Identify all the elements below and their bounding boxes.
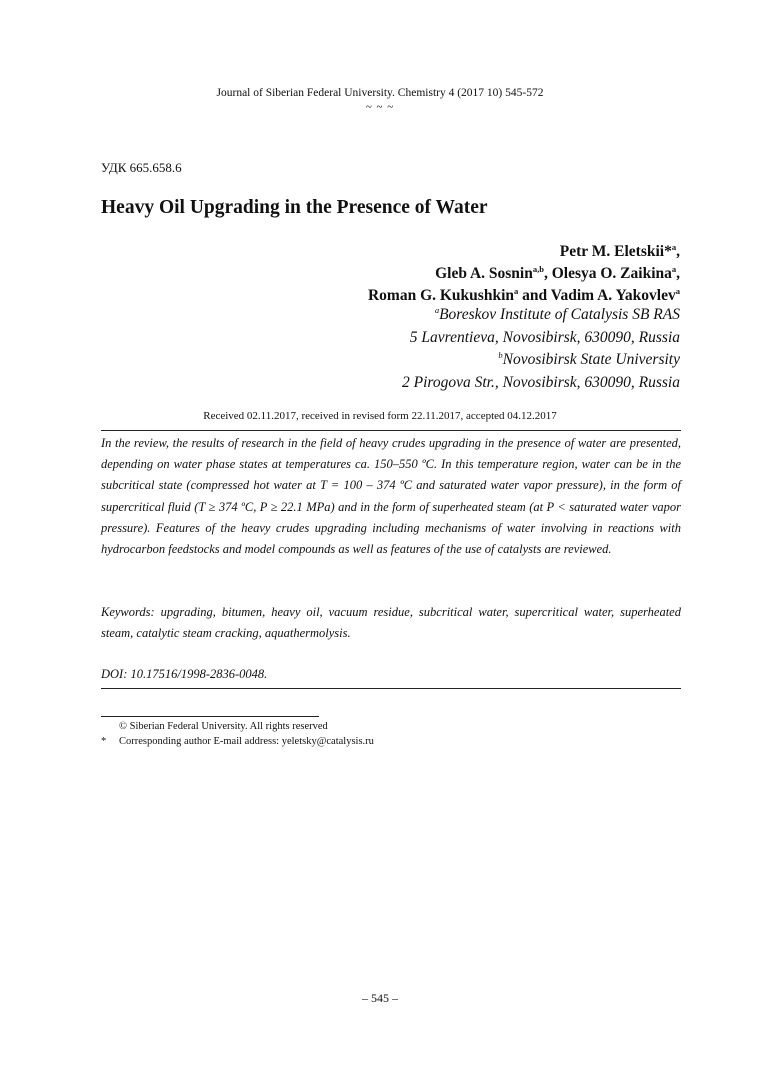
author-name: Gleb A. Sosnin (435, 265, 533, 282)
affiliation-text: 2 Pirogova Str., Novosibirsk, 630090, Russia (401, 373, 680, 391)
abstract-top-rule (101, 430, 681, 431)
author-line (368, 263, 680, 285)
author-affil-mark: a (675, 286, 680, 296)
author-affil-mark: a,b (532, 264, 544, 274)
author-line (368, 241, 680, 263)
doi: DOI: 10.17516/1998-2836-0048. (101, 667, 268, 681)
keywords: Keywords: upgrading, bitumen, heavy oil, vacuum residue, subcritical water, supercritical water, superheated steam, catalytic steam cracking, aquathermolysis. (101, 605, 681, 641)
affiliation-mark: a (434, 305, 440, 315)
footnote-separator (101, 716, 319, 717)
abstract-bottom-rule (101, 688, 681, 689)
affiliation-text: 5 Lavrentieva, Novosibirsk, 630090, Russia (409, 328, 680, 346)
udk-code: УДК 665.658.6 (101, 160, 182, 175)
footnote (101, 734, 374, 749)
author-separator: , (676, 265, 680, 282)
author-affil-mark: a (671, 264, 677, 274)
author-name: Petr M. Eletskii* (559, 243, 672, 260)
article-title: Heavy Oil Upgrading in the Presence of Water (101, 197, 488, 218)
abstract: In the review, the results of research in the field of heavy crudes upgrading in the presence of water are presented, depending on water phase states at temperatures ca. 150–550 ºC. In this temperature region, water can be in the subcritical state (compressed hot water at T = 100 – 374 ºC and saturated water vapor pressure), in the form of supercritical fluid (T ≥ 374 ºC, P ≥ 22.1 MPa) and in the form of superheated steam (at P < saturated water vapor pressure). Features of the heavy crudes upgrading including mechanisms of water involving in reactions with hydrocarbon feedstocks and model compounds as well as features of the use of catalysts are reviewed. (101, 436, 681, 557)
received-dates: Received 02.11.2017, received in revised form 22.11.2017, accepted 04.12.2017 (203, 410, 557, 422)
author-affil-mark: a (514, 286, 519, 296)
affiliation-line (402, 304, 680, 327)
footnote-text: Corresponding author E-mail address: yeletsky@catalysis.ru (119, 736, 374, 747)
author-name: , Olesya O. Zaikina (543, 265, 672, 282)
affiliation-list (402, 304, 680, 394)
affiliation-line (402, 327, 680, 350)
footnote-mark (101, 719, 119, 734)
page-number: – 545 – (362, 991, 398, 1005)
footnote-text: © Siberian Federal University. All rights reserved (119, 721, 328, 732)
affiliation-line (402, 372, 680, 395)
header-ornament: ~ ~ ~ (365, 101, 395, 113)
footnote-mark: * (101, 736, 107, 747)
footnote (101, 719, 374, 734)
affiliation-text: Boreskov Institute of Catalysis SB RAS (439, 306, 680, 323)
author-affil-mark: a (671, 242, 677, 252)
footnotes (101, 719, 374, 749)
journal-header: Journal of Siberian Federal University. Chemistry 4 (2017 10) 545-572 (216, 87, 544, 99)
author-name: Roman G. Kukushkin (367, 287, 514, 304)
author-list (368, 241, 680, 307)
affiliation-line (402, 349, 680, 372)
affiliation-mark: b (498, 350, 503, 360)
affiliation-text: Novosibirsk State University (502, 351, 680, 368)
author-name: and Vadim A. Yakovlev (518, 287, 676, 304)
author-separator: , (676, 243, 680, 260)
